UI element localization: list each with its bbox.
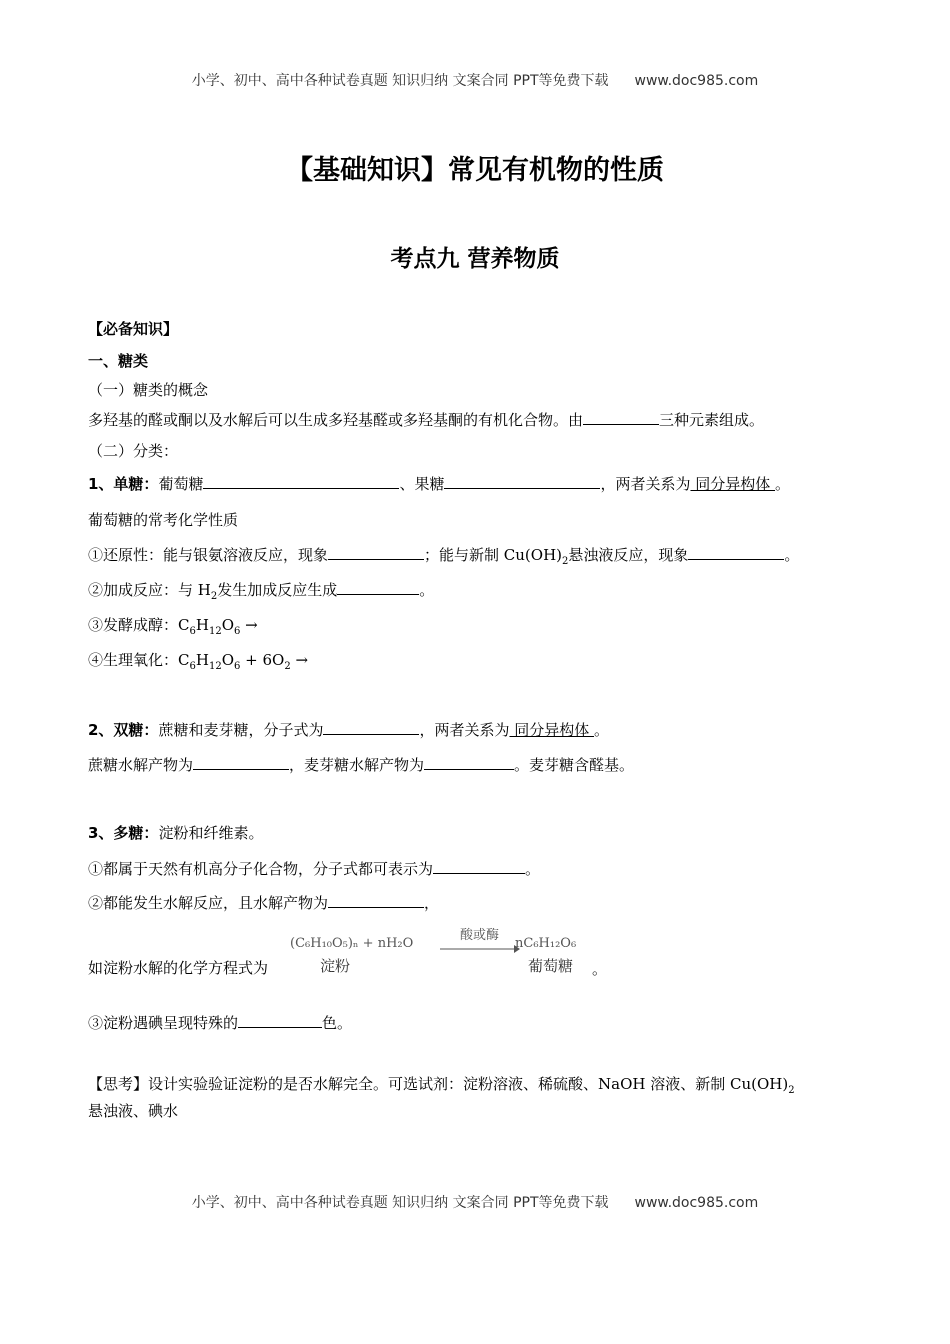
blank-sucrose-products[interactable] [193,755,289,770]
poly-p2 [88,892,878,913]
mono-heading: 1、单糖： [88,475,159,493]
mono-relation-label: ，两者关系为 [600,475,691,493]
blank-iodine-color[interactable] [238,1013,322,1028]
ox-sub-6b: 6 [234,661,241,672]
starch-hydrolysis-equation [290,928,608,980]
mono-line [88,473,878,494]
mono-fructose: 、果糖 [399,475,445,493]
poly-a: 淀粉和纤维素。 [158,824,264,842]
sub-2: 2 [562,556,569,567]
think-a: 【思考】设计实验验证淀粉的是否水解完全。可选试剂：淀粉溶液、稀硫酸、NaOH 溶液、新制 Cu(OH) [88,1075,789,1093]
di2-b: ，麦芽糖水解产物为 [289,756,425,774]
page-footer [0,1192,950,1212]
blank-maltose-products[interactable] [424,755,514,770]
prop-reducing-c: 悬浊液反应，现象 [568,546,689,564]
eq-end: 。 [592,960,608,978]
poly-p1 [88,858,878,879]
think-sub-2: 2 [788,1085,795,1096]
prop-oxidation [88,649,878,672]
blank-poly-products[interactable] [328,893,424,908]
definition-text: 多羟基的醛或酮以及水解后可以生成多羟基醛或多羟基酮的有机化合物。由 [88,411,584,429]
p3-a: ③淀粉遇碘呈现特殊的 [88,1014,239,1032]
section-sugars: 一、糖类 [88,352,149,370]
di-heading: 2、双糖： [88,721,159,739]
blank-elements[interactable] [583,410,659,425]
definition-end: 三种元素组成。 [659,411,765,429]
eq-glucose-label: 葡萄糖 [528,957,574,975]
prop-reducing-b: ；能与新制 Cu(OH) [424,546,563,564]
poly-line [88,822,878,843]
poly-heading: 3、多糖： [88,824,159,842]
prop-addition-b: 发生加成反应生成 [217,581,338,599]
eq-product: nC₆H₁₂O₆ [515,936,577,951]
ox-sub-12: 12 [208,661,222,672]
ox-sub-6: 6 [189,661,196,672]
ferm-o: O [221,616,234,634]
definition-line [88,409,878,430]
eq-lead: 如淀粉水解的化学方程式为 [88,959,269,977]
mono-end: 。 [775,475,791,493]
header-text: 小学、初中、高中各种试卷真题 知识归纳 文案合同 PPT等免费下载 [191,73,609,89]
think-line-1 [88,1073,878,1096]
prop-reducing [88,544,878,567]
prop-addition [88,579,878,602]
section-must-know: 【必备知识】 [88,320,179,338]
ferm-sub-6: 6 [189,626,196,637]
di2-a: 蔗糖水解产物为 [88,756,194,774]
di-relation: 同分异构体 [509,721,595,739]
blank-poly-formula[interactable] [433,859,525,874]
p2-a: ②都能发生水解反应，且水解产物为 [88,894,329,912]
di-c: 。 [594,721,610,739]
p2-b: ， [424,894,440,912]
prop-reducing-a: ①还原性：能与银氨溶液反应，现象 [88,546,329,564]
footer-url[interactable]: www.doc985.com [634,1195,759,1211]
ox-sub-2: 2 [284,661,291,672]
p1-a: ①都属于天然有机高分子化合物，分子式都可表示为 [88,860,434,878]
ox-a: ④生理氧化：C [88,651,190,669]
di-hydrolysis [88,754,878,775]
ferm-a: ③发酵成醇：C [88,616,190,634]
page-subtitle: 考点九 营养物质 [390,246,560,272]
ox-plus: + 6O [240,651,285,669]
glucose-props-heading: 葡萄糖的常考化学性质 [88,511,239,529]
subsection-concept: （一）糖类的概念 [88,381,209,399]
ferm-sub-6b: 6 [234,626,241,637]
eq-condition: 酸或酶 [460,928,500,943]
p3-b: 色。 [322,1014,353,1032]
blank-glucose[interactable] [203,474,399,489]
header-url[interactable]: www.doc985.com [634,73,759,89]
di-line [88,719,878,740]
prop-reducing-d: 。 [784,546,800,564]
ox-h: H [195,651,209,669]
mono-glucose: 葡萄糖 [158,475,204,493]
mono-relation: 同分异构体 [690,475,776,493]
blank-silver-mirror[interactable] [328,545,424,560]
ferm-h: H [195,616,209,634]
blank-di-formula[interactable] [323,720,419,735]
page-title: 【基础知识】常见有机物的性质 [286,155,664,186]
di-a: 蔗糖和麦芽糖，分子式为 [158,721,324,739]
blank-fructose[interactable] [444,474,600,489]
prop-addition-a: ②加成反应：与 H [88,581,211,599]
subsection-classification: （二）分类： [88,442,179,460]
think-line-2: 悬浊液、碘水 [88,1102,179,1120]
page-header [0,70,950,90]
sub-2: 2 [210,591,218,602]
prop-addition-c: 。 [419,581,435,599]
eq-arrow-icon [440,944,520,954]
blank-cuoh2[interactable] [688,545,784,560]
ox-arrow: → [290,651,309,669]
di2-c: 。麦芽糖含醛基。 [514,756,635,774]
ferm-sub-12: 12 [208,626,222,637]
p1-b: 。 [525,860,541,878]
ferm-arrow: → [240,616,258,634]
blank-addition-product[interactable] [337,580,419,595]
ox-o: O [221,651,234,669]
eq-reactants: (C₆H₁₀O₅)ₙ + nH₂O [290,936,414,951]
di-b: ，两者关系为 [419,721,510,739]
footer-text: 小学、初中、高中各种试卷真题 知识归纳 文案合同 PPT等免费下载 [191,1195,609,1211]
eq-starch-label: 淀粉 [320,957,351,975]
poly-p3 [88,1012,878,1033]
prop-fermentation [88,614,878,637]
